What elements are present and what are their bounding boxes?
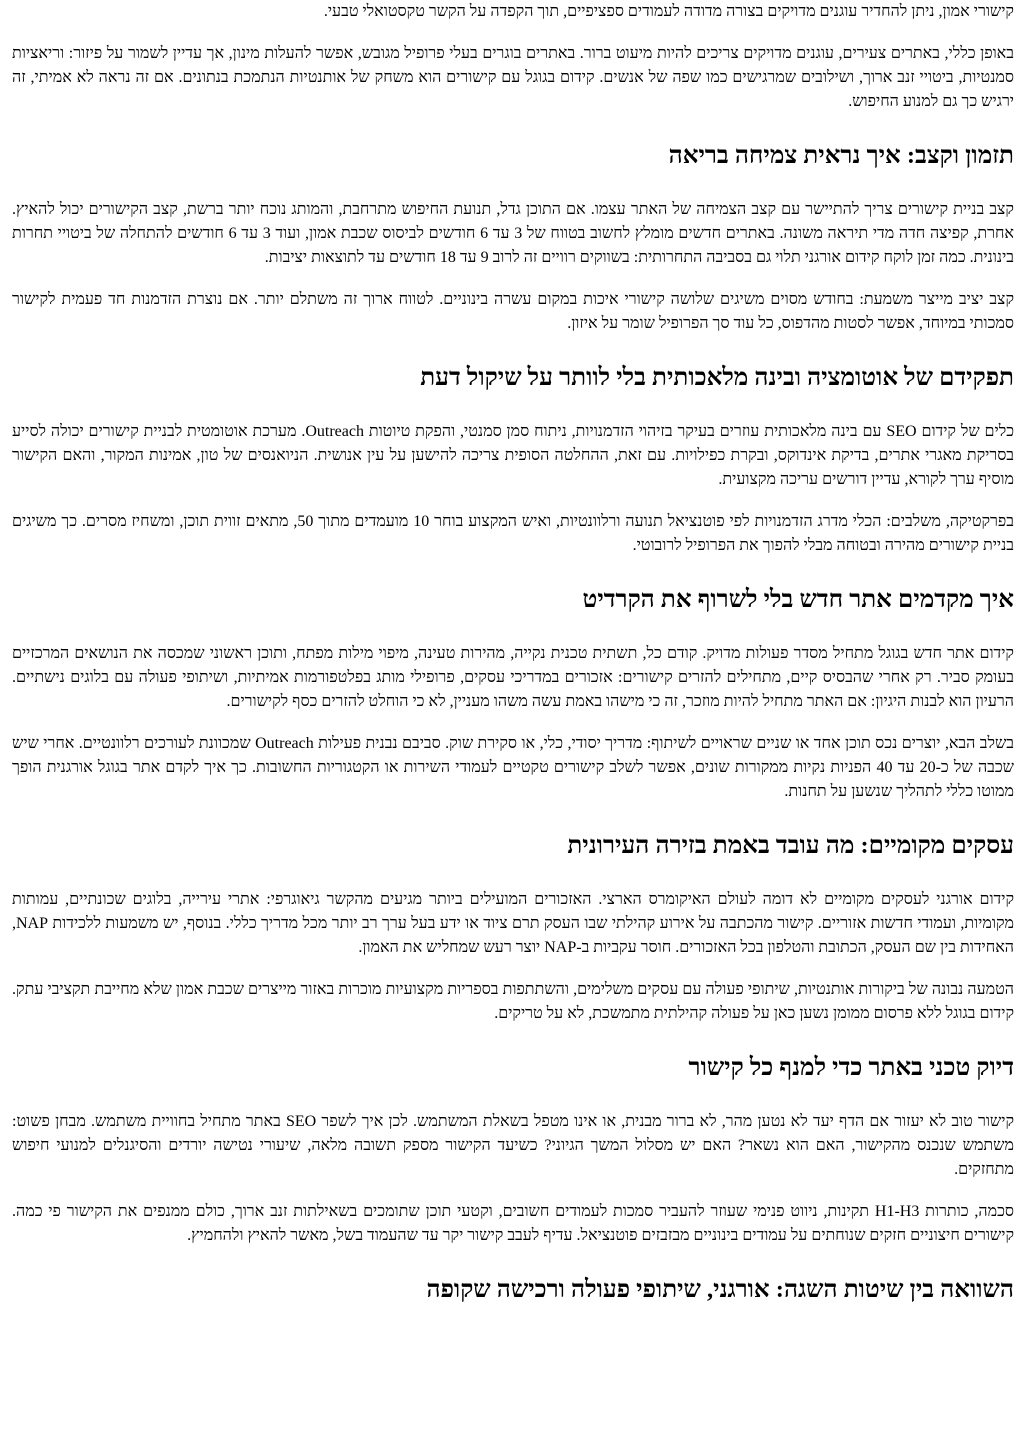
section-paragraph: קישור טוב לא יעזור אם הדף יעד לא נטען מהר, לא ברור מבנית, או אינו מטפל בשאלת המשתמש. לכן איך לשפר SEO באתר מתחיל בחוויית משתמש. מבחן פשוט: משתמש שנכנס מהקישור, האם הוא נשאר? האם יש מסלול המשך הגיוני? כשיעד הקישור מספק תשובה מלאה, שיעורי נטישה יורדים והסיגנלים למנועי חיפוש מתחזקים. bbox=[12, 1113, 1015, 1178]
section-paragraph: קצב יציב מייצר משמעת: בחודש מסוים משיגים שלושה קישורי איכות במקום עשרה בינוניים. לטווח ארוך זה משתלם יותר. אם נוצרת הזדמנות חד פעמית לקישור סמכותי במיוחד, אפשר לסטות מהדפוס, כל עוד סך הפרופיל שומר על איזון. bbox=[12, 291, 1014, 332]
section-heading-new-site: איך מקדמים אתר חדש בלי לשרוף את הקרדיט bbox=[582, 586, 1014, 613]
section-paragraph: קידום אורגני לעסקים מקומיים לא דומה לעולם האיקומרס הארצי. האזכורים המועילים ביותר מגיעים מהקשר גיאוגרפי: אתרי עירייה, בלוגים שכונתיים, עמותות מקומיות, ועמודי חדשות אזוריים. קישור מהכתבה על אירוע קהילתי שבו העסק תרם ציוד או ידע בעל ערך רב יותר מכל מדריך כללי. בנוסף, יש משמעות ללכידות NAP, האחידות בין שם העסק, הכתובת והטלפון בכל האזכורים. חוסר עקביות ב-NAP יוצר רעש שמחליש את האמון. bbox=[12, 891, 1014, 956]
section-heading-comparison: השוואה בין שיטות השגה: אורגני, שיתופי פעולה ורכישה שקופה bbox=[426, 1276, 1014, 1303]
section-paragraph: הטמעה נבונה של ביקורות אותנטיות, שיתופי פעולה עם עסקים משלימים, והשתתפות בספריות מקצועיות מוכרות באזור מייצרים שכבת אמון שלא מחייבת תקציבי עתק. קידום בגוגל ללא פרסום ממומן נשען כאן על פעולה קהילתית מתמשכת, לא על טריקים. bbox=[12, 981, 1014, 1022]
intro-fragment: קישורי אמון, ניתן להחדיר עוגנים מדויקים בצורה מדודה לעמודים ספציפיים, תוך הקפדה על הקשר טקסטואלי טבעי. bbox=[323, 3, 1014, 20]
section-paragraph: בפרקטיקה, משלבים: הכלי מדרג הזדמנויות לפי פוטנציאל תנועה ורלוונטיות, ואיש המקצוע בוחר 10 מועמדים מתוך 50, מתאים זווית תוכן, ומשחיז מסרים. כך משיגים בניית קישורים מהירה ובטוחה מבלי להפוך את הפרופיל לרובוטי. bbox=[12, 513, 1014, 554]
section-heading-ai-automation: תפקידם של אוטומציה ובינה מלאכותית בלי לוותר על שיקול דעת bbox=[420, 364, 1014, 391]
section-heading-technical: דיוק טכני באתר כדי למנף כל קישור bbox=[688, 1054, 1014, 1081]
intro-paragraph: באופן כללי, באתרים צעירים, עוגנים מדויקים צריכים להיות מיעוט ברור. באתרים בוגרים בעלי פרופיל מגובש, אפשר להעלות מינון, אך עדיין לשמור על פיזור: וריאציות סמנטיות, ביטויי זנב ארוך, ושילובים שמרגישים כמו שפה של אנשים. קידום בגוגל עם קישורים הוא משחק של אותנטיות הנתמכת בנתונים. אם זה נראה לא אמיתי, זה ירגיש כך גם למנוע החיפוש. bbox=[12, 45, 1014, 110]
section-paragraph: כלים של קידום SEO עם בינה מלאכותית עוזרים בעיקר בזיהוי הזדמנויות, ניתוח סמן סמנטי, והפקת טיוטות Outreach. מערכת אוטומטית לבניית קישורים יכולה לסייע בסריקת מאגרי אתרים, בדיקת אינדוקס, ובקרת כפילויות. עם זאת, ההחלטה הסופית צריכה להישען על עין אנושית. הניואנסים של טון, אמינות המקור, והאם הקישור מוסיף ערך לקורא, עדיין דורשים עריכה מקצועית. bbox=[12, 423, 1015, 488]
section-heading-timing: תזמון וקצב: איך נראית צמיחה בריאה bbox=[668, 142, 1014, 169]
section-heading-local-business: עסקים מקומיים: מה עובד באמת בזירה העירונית bbox=[567, 832, 1014, 859]
section-paragraph: סכמה, כותרות H1-H3 תקינות, ניווט פנימי שעוזר להעביר סמכות לעמודים חשובים, וקטעי תוכן שתומכים בשאילתות זנב ארוך, כולם ממנפים את הקישור פי כמה. קישורים חיצוניים חזקים שנוחתים על עמודים בינוניים מבזבזים פוטנציאל. עדיף לעבב קישור יקר עד שהעמוד בשל, מאשר להאיץ ולהחמיץ. bbox=[12, 1203, 1014, 1244]
section-paragraph: קצב בניית קישורים צריך להתיישר עם קצב הצמיחה של האתר עצמו. אם התוכן גדל, תנועת החיפוש מתרחבת, והמותג נוכח יותר ברשת, קצב הקישורים יכול להאיץ. אחרת, קפיצה חדה מדי תיראה משונה. באתרים חדשים מומלץ לחשוב בטווח של 3 עד 6 חודשים לביסוס שכבת אמון, ועוד 3 עד 6 חודשים להתחלה של ביטויי תחרות בינונית. כמה זמן לוקח קידום אורגני תלוי גם בסביבה התחרותית: בשווקים רוויים זה לרוב 9 עד 18 חודשים עד לתוצאות יציבות. bbox=[12, 201, 1015, 266]
section-paragraph: בשלב הבא, יוצרים נכס תוכן אחד או שניים שראויים לשיתוף: מדריך יסודי, כלי, או סקירת שוק. סביבם נבנית פעילות Outreach שמכוונת לעורכים רלוונטיים. אחרי שיש שכבה של כ-20 עד 40 הפניות נקיות ממקורות שונים, אפשר לשלב קישורים טקטיים לעמודי השירות או הקטגוריות החשובות. כך איך לקדם אתר בגוגל אורגנית הופך ממוטו כללי לתהליך שנשען על תחנות. bbox=[12, 735, 1014, 800]
section-paragraph: קידום אתר חדש בגוגל מתחיל מסדר פעולות מדויק. קודם כל, תשתית טכנית נקייה, מהירות טעינה, מיפוי מילות מפתח, ותוכן ראשוני שמכסה את הנושאים המרכזיים בעומק סביר. רק אחרי שהבסיס קיים, מתחילים להזרים קישורים: אזכורים במדריכי עסקים, פרופילי מותג בפלטפורמות אמיתיות, ושיתופי פעולה עם בלוגים נישתיים. הרעיון הוא לבנות היגיון: אם האתר מתחיל להיות מוזכר, זה כי מישהו באמת עשה משהו מעניין, לא כי הוחלט להזרים כסף לקישורים. bbox=[12, 645, 1014, 710]
